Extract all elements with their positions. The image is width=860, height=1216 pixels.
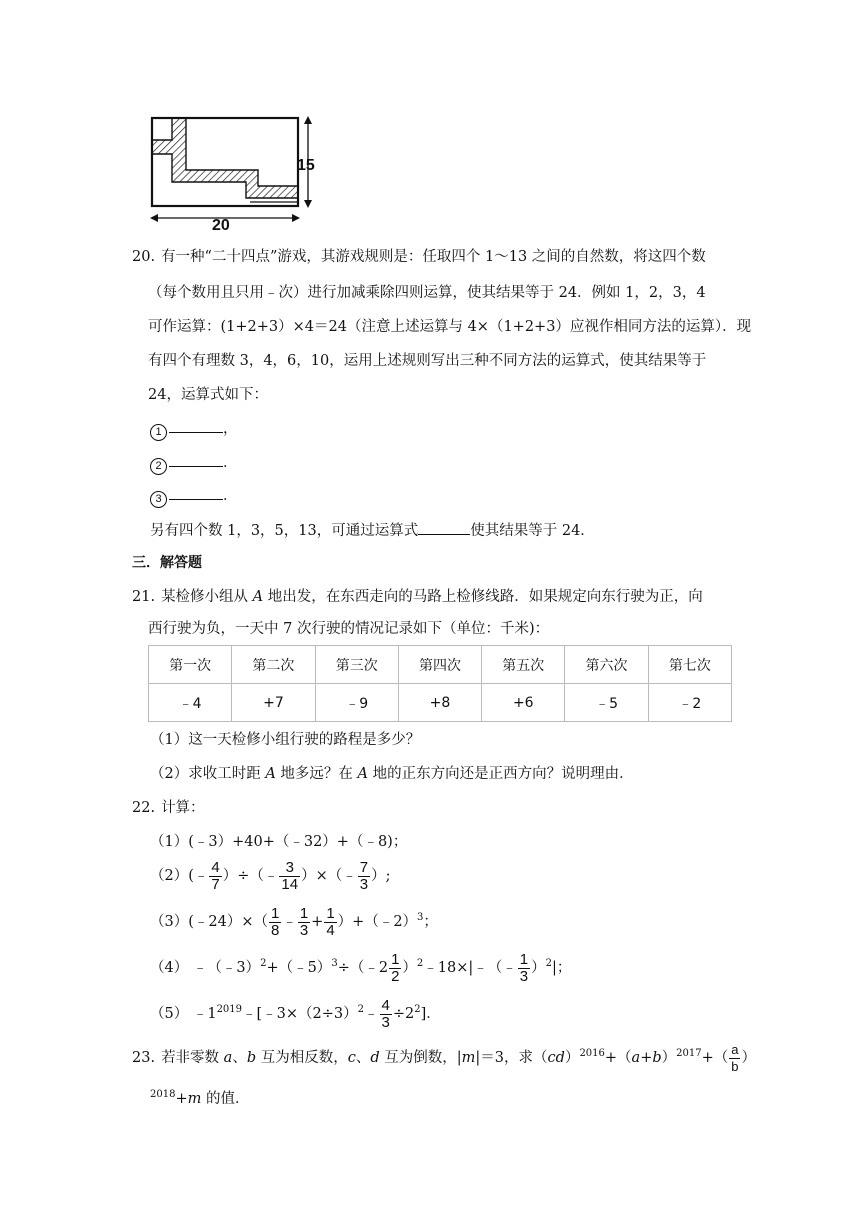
- exponent: 2: [260, 958, 267, 969]
- exponent: 2: [416, 958, 424, 969]
- fraction: [298, 906, 310, 939]
- frac-num: 3: [279, 860, 300, 877]
- table-cell: 第七次: [648, 646, 731, 684]
- q20-answer-3: [150, 485, 238, 508]
- p5-d: ÷2: [392, 1006, 415, 1022]
- q20-answer-2-tail: ．: [223, 455, 238, 471]
- p5-e: ]．: [420, 1006, 441, 1022]
- p5-b: ﹣[﹣3×（2÷3）: [242, 1006, 358, 1022]
- table-cell: 第四次: [398, 646, 481, 684]
- q23-h: +（: [604, 1050, 632, 1066]
- frac-num: 1: [299, 904, 309, 922]
- exponent: 3: [331, 958, 338, 969]
- circled-number-1: 1: [150, 424, 167, 441]
- q23-e: 互为倒数，|: [379, 1050, 462, 1066]
- fraction: [209, 860, 221, 893]
- section-title: 三．解答题: [132, 555, 202, 571]
- q21-sub2-c: 地的正东方向还是正西方向？说明理由．: [368, 766, 634, 782]
- exponent: 2: [545, 958, 552, 969]
- table-cell: ﹣2: [648, 684, 731, 722]
- p2-d: ）;: [371, 868, 391, 884]
- var-a-plus-b: a+b: [631, 1050, 662, 1066]
- frac-num: 1: [391, 950, 400, 968]
- p4-f: ）: [531, 960, 546, 976]
- frac-num: a: [731, 1041, 739, 1057]
- p5-a: （5） ﹣1: [150, 1006, 217, 1022]
- p4-g: |；: [552, 960, 572, 976]
- q20-extra-text-a: 另有四个数 1，3，5，13，可通过运算式: [150, 523, 419, 539]
- p5-c: ﹣: [364, 1006, 379, 1022]
- q22-title: [132, 798, 205, 818]
- var-b: b: [246, 1050, 257, 1066]
- exponent: 2016: [579, 1048, 605, 1059]
- table-cell: 第六次: [565, 646, 648, 684]
- table-cell: 第五次: [482, 646, 565, 684]
- p2-a: （2）(﹣: [150, 868, 209, 884]
- q21-sub2-var2: A: [357, 766, 369, 782]
- q22-number: 22.: [132, 800, 156, 816]
- p3-minus: ﹣: [282, 914, 297, 930]
- frac-den: 14: [281, 875, 299, 893]
- q22-part2: [150, 858, 390, 894]
- q23-number: 23.: [132, 1050, 156, 1066]
- q20-answer-1-tail: ，: [223, 421, 238, 437]
- q23-c: 互为相反数，: [256, 1050, 348, 1066]
- p2-c: ）×（﹣: [301, 868, 357, 884]
- frac-den: b: [731, 1058, 739, 1074]
- q21-sub2-var: A: [265, 766, 276, 782]
- frac-den: 3: [359, 875, 369, 893]
- p3-c: ；: [423, 914, 438, 930]
- p3-plus: +: [311, 914, 324, 930]
- q21-text1a: 某检修小组从: [161, 589, 253, 605]
- p4-a: （4） ﹣（﹣3）: [150, 960, 261, 976]
- frac-num: 1: [326, 904, 335, 922]
- frac-num: 7: [359, 858, 369, 876]
- q21-line2: 西行驶为负，一天中 7 次行驶的情况记录如下（单位：千米)：: [148, 621, 550, 637]
- exponent: 2018: [150, 1089, 176, 1100]
- frac-num: 1: [270, 904, 280, 922]
- q20-line3: 可作运算：(1+2+3）×4＝24（注意上述运算与 4×（1+2+3）应视作相同方法的运算）．现: [148, 319, 752, 335]
- shaded-path-figure: [140, 108, 330, 234]
- p4-d: ）: [402, 960, 417, 976]
- frac-den: 7: [211, 875, 220, 893]
- q22-title-text: 计算：: [161, 800, 205, 816]
- frac-num: 4: [211, 858, 220, 876]
- fraction: [389, 952, 401, 985]
- p3-a: （3）(﹣24）×（: [150, 914, 268, 930]
- var-c: c: [347, 1050, 356, 1066]
- q23-a: 若非零数: [161, 1050, 224, 1066]
- p4-e: ﹣18×|﹣（﹣: [423, 960, 517, 976]
- exponent: 2017: [676, 1048, 702, 1059]
- exponent: 2: [357, 1004, 365, 1015]
- q23-k: ）: [741, 1050, 756, 1066]
- exponent: 3: [417, 912, 424, 923]
- table-cell: +7: [232, 684, 315, 722]
- table-row: [149, 684, 732, 722]
- answer-blank-1[interactable]: [169, 418, 223, 433]
- q22-part1: （1）(﹣3）+40+（﹣32）+（﹣8)；: [150, 834, 408, 850]
- q23-line2: [150, 1089, 249, 1109]
- fraction: [518, 952, 530, 985]
- q20-line1: [132, 247, 706, 267]
- fraction: [358, 860, 370, 893]
- q20-line5: 24，运算式如下：: [148, 387, 268, 403]
- q20-answer-2: [150, 452, 238, 475]
- var-cd: cd: [547, 1050, 565, 1066]
- fraction: [279, 860, 300, 893]
- q20-answer-1: [150, 418, 238, 441]
- p4-c: ÷（﹣2: [337, 960, 389, 976]
- fraction: [729, 1042, 740, 1075]
- table-cell: +6: [482, 684, 565, 722]
- table-cell: +8: [398, 684, 481, 722]
- table-cell: 第一次: [149, 646, 232, 684]
- frac-num: 1: [519, 950, 529, 968]
- q21-sub2-b: 地多远？在: [275, 766, 358, 782]
- fraction: [324, 906, 336, 939]
- exponent: 2: [414, 1004, 421, 1015]
- q23-line1: [132, 1040, 756, 1076]
- p4-b: +（﹣5）: [266, 960, 332, 976]
- q23-d: 、: [355, 1050, 371, 1066]
- q23-tail: 的值．: [201, 1091, 250, 1107]
- q23-plus: +: [175, 1091, 188, 1107]
- q20-text1: 有一种“二十四点”游戏，其游戏规则是：任取四个 1～13 之间的自然数，将这四个数: [161, 249, 706, 265]
- q21-sub2: [150, 764, 634, 784]
- trip-record-table: [148, 645, 732, 722]
- frac-den: 8: [270, 921, 280, 939]
- q20-extra: [150, 520, 595, 541]
- table-cell: ﹣5: [565, 684, 648, 722]
- q20-answer-3-tail: ．: [223, 488, 238, 504]
- q22-part4: [150, 950, 571, 986]
- q21-text1b: 地出发，在东西走向的马路上检修线路．如果规定向东行驶为正，向: [263, 589, 703, 605]
- q21-sub2-a: （2）求收工时距: [150, 766, 266, 782]
- q23-j: +（: [701, 1050, 729, 1066]
- frac-den: 3: [299, 921, 309, 939]
- q20-extra-text-b: 使其结果等于 24．: [470, 523, 595, 539]
- q20-number: 20.: [132, 249, 156, 265]
- answer-blank-3[interactable]: [169, 485, 223, 500]
- q22-part5: [150, 996, 441, 1032]
- frac-num: 4: [381, 996, 390, 1014]
- q23-f: |＝3，求（: [475, 1050, 548, 1066]
- frac-den: 3: [381, 1013, 390, 1031]
- q23-g: ）: [564, 1050, 580, 1066]
- table-cell: 第二次: [232, 646, 315, 684]
- table-cell: ﹣9: [315, 684, 398, 722]
- q22-part3: [150, 904, 438, 940]
- q23-i: ）: [661, 1050, 677, 1066]
- var-m: m: [187, 1091, 202, 1107]
- width-label: 20: [212, 217, 230, 234]
- circled-number-2: 2: [150, 458, 167, 475]
- var-m: m: [461, 1050, 476, 1066]
- q21-var-a: A: [252, 589, 264, 605]
- var-d: d: [370, 1050, 380, 1066]
- q21-sub1: （1）这一天检修小组行驶的路程是多少？: [150, 732, 421, 748]
- circled-number-3: 3: [150, 491, 167, 508]
- var-a: a: [223, 1050, 233, 1066]
- q20-line4: 有四个有理数 3，4，6，10，运用上述规则写出三种不同方法的运算式，使其结果等于: [148, 353, 707, 369]
- p3-b: ）+（﹣2）: [337, 914, 418, 930]
- frac-den: 4: [326, 921, 335, 939]
- p2-b: ）÷（﹣: [222, 868, 279, 884]
- hatched-road: [152, 118, 298, 198]
- q23-b: 、: [232, 1050, 247, 1066]
- table-cell: ﹣4: [149, 684, 232, 722]
- frac-den: 2: [391, 967, 400, 985]
- height-label: 15: [297, 157, 315, 174]
- fraction: [380, 998, 392, 1031]
- q21-line1: [132, 587, 703, 607]
- answer-blank-4[interactable]: [418, 520, 470, 535]
- q21-number: 21.: [132, 589, 156, 605]
- exponent: 2019: [216, 1004, 243, 1015]
- table-cell: 第三次: [315, 646, 398, 684]
- frac-den: 3: [519, 967, 529, 985]
- q20-line2: （每个数用且只用﹣次）进行加减乘除四则运算，使其结果等于 24．例如 1，2，3，4: [148, 285, 706, 301]
- table-header-row: [149, 646, 732, 684]
- answer-blank-2[interactable]: [169, 452, 223, 467]
- fraction: [269, 906, 281, 939]
